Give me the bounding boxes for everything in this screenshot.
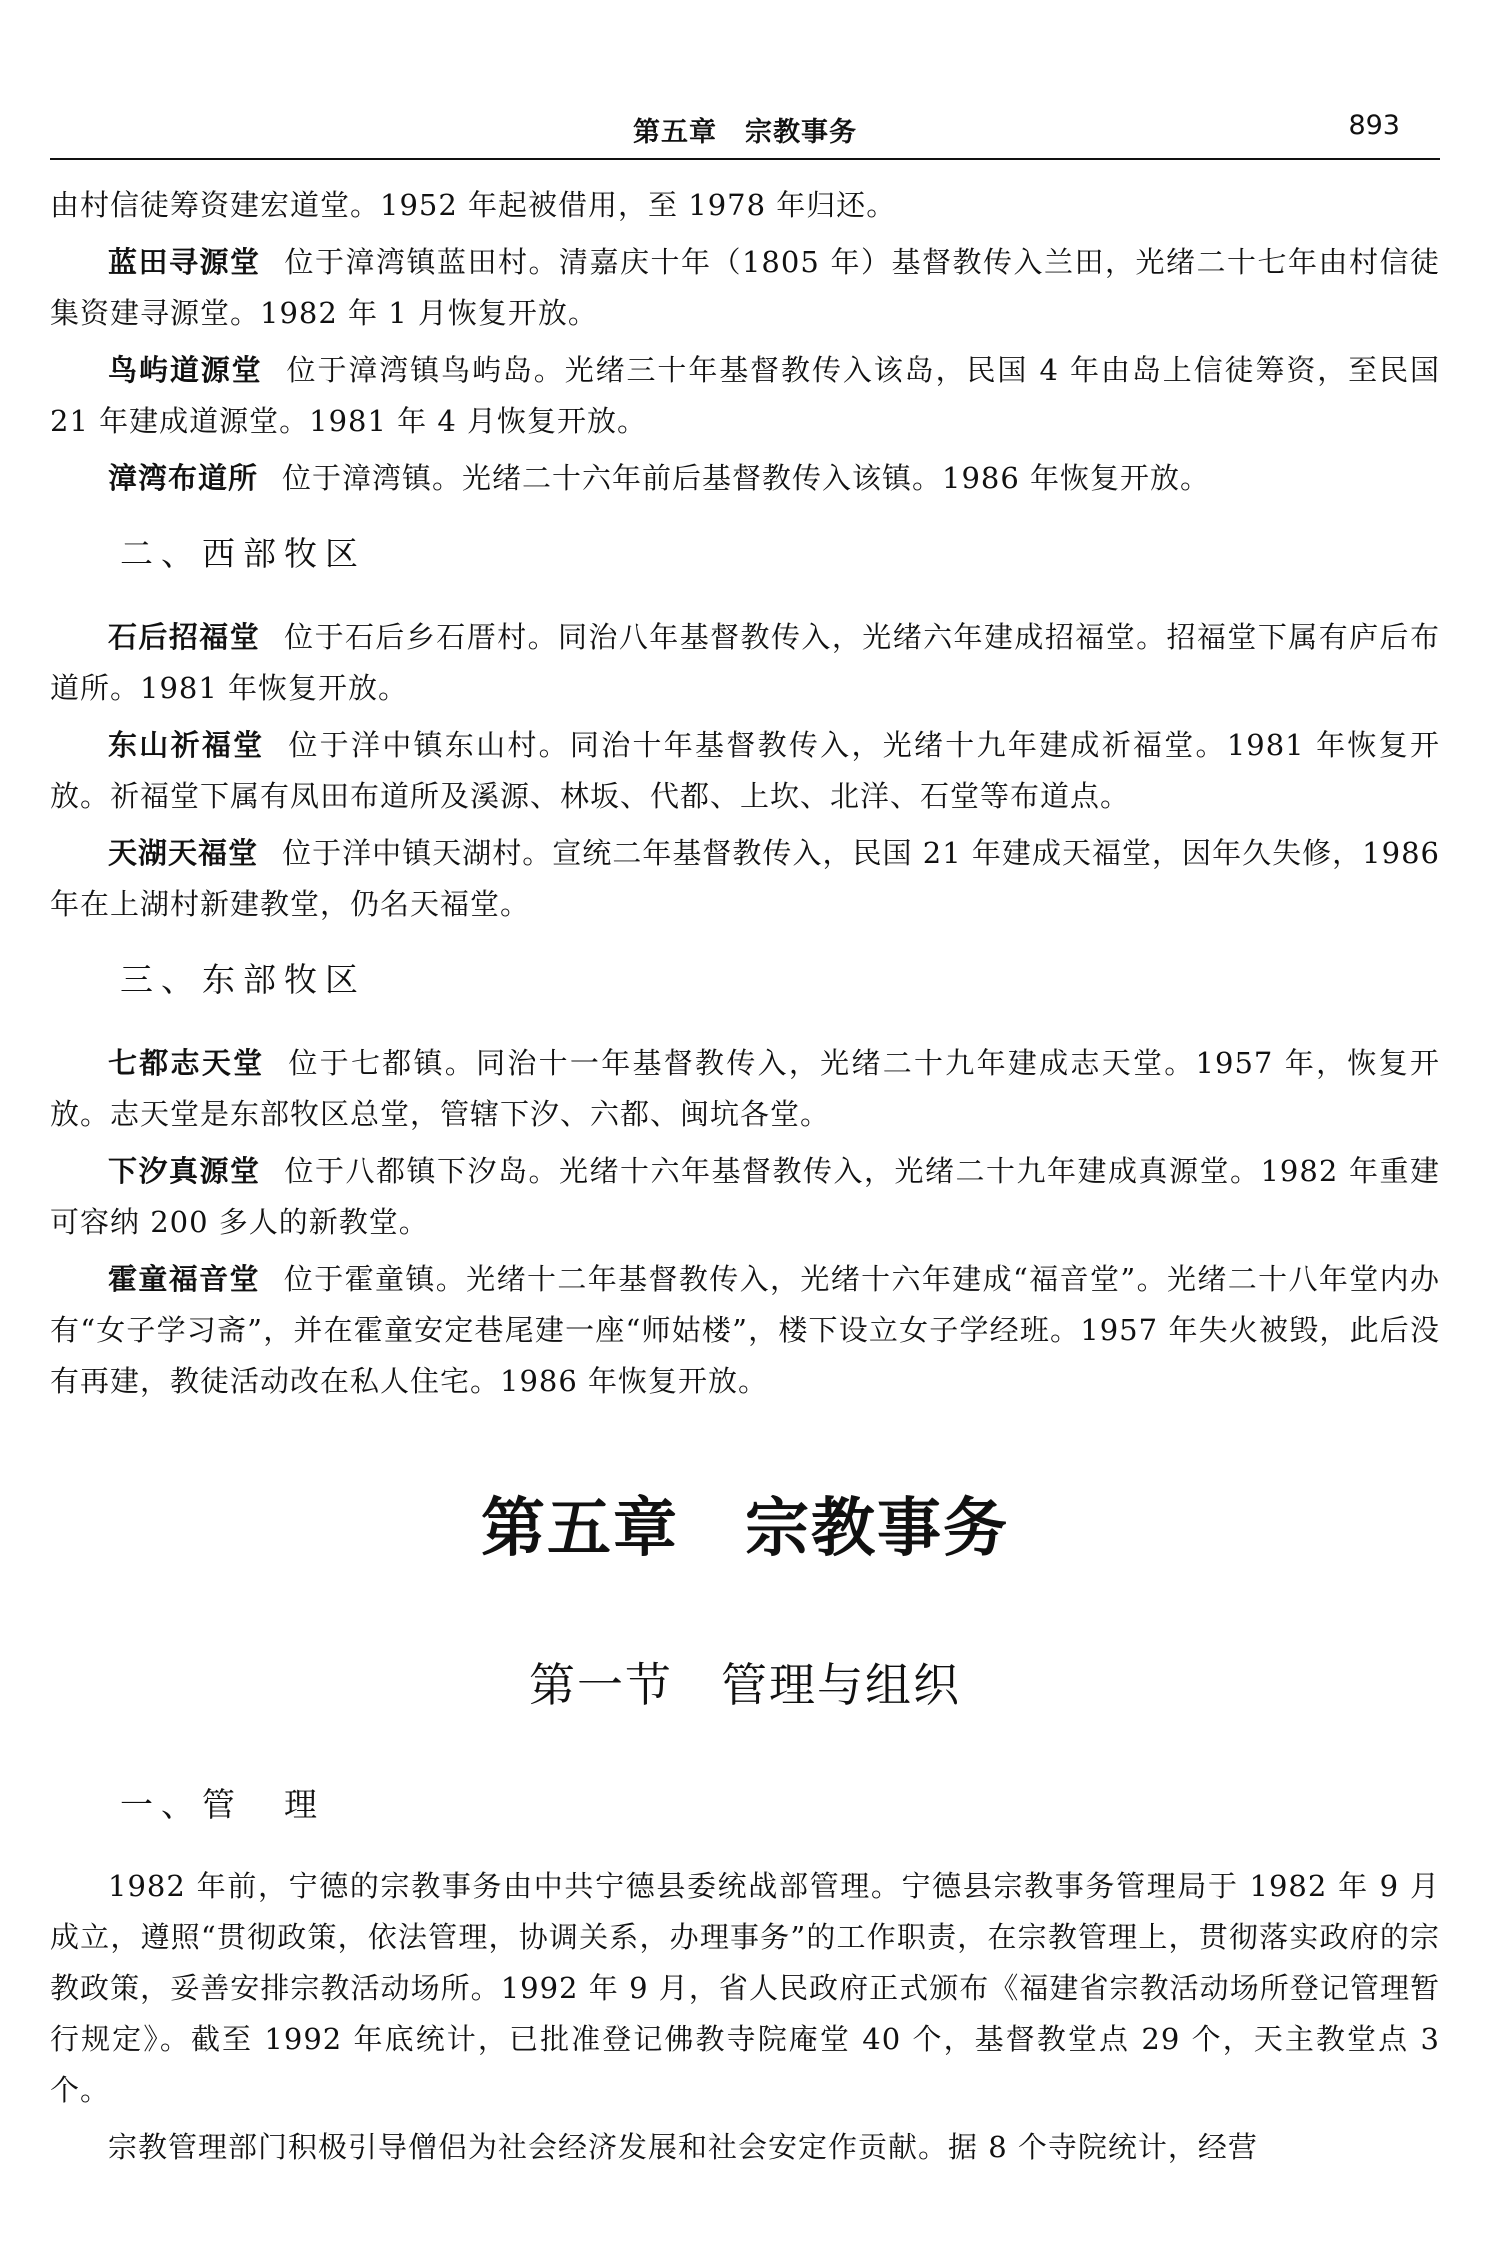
body-paragraph: 宗教管理部门积极引导僧侣为社会经济发展和社会安定作贡献。据 8 个寺院统计，经营 <box>108 2130 1258 2164</box>
subheading-eastern-pastoral-district: 三、东部牧区 <box>120 960 366 999</box>
chapter-title: 第五章 宗教事务 <box>481 1492 1009 1566</box>
page-number: 893 <box>1348 110 1400 141</box>
entry-paragraph <box>50 1146 1440 1248</box>
entry-title: 漳湾布道所 <box>108 461 259 495</box>
entry-title: 天湖天福堂 <box>108 836 259 870</box>
entry-title: 七都志天堂 <box>108 1046 265 1080</box>
entry-title: 霍童福音堂 <box>108 1262 260 1296</box>
entry-text: 位于七都镇。同治十一年基督教传入，光绪二十九年建成志天堂。1957 年，恢复开放。志天堂是东部牧区总堂，管辖下汐、六都、闽坑各堂。 <box>50 1046 1440 1131</box>
entry-text: 位于漳湾镇鸟屿岛。光绪三十年基督教传入该岛，民国 4 年由岛上信徒筹资，至民国 21 年建成道源堂。1981 年 4 月恢复开放。 <box>50 353 1440 438</box>
entry-title: 蓝田寻源堂 <box>108 245 261 279</box>
entry-paragraph <box>50 237 1440 339</box>
entry-paragraph <box>50 345 1440 447</box>
entry-text: 位于漳湾镇蓝田村。清嘉庆十年（1805 年）基督教传入兰田，光绪二十七年由村信徒集资建寻源堂。1982 年 1 月恢复开放。 <box>50 245 1440 330</box>
entry-paragraph <box>50 453 1440 504</box>
running-header-title: 第五章 宗教事务 <box>633 117 857 148</box>
entry-paragraph <box>50 828 1440 930</box>
entry-paragraph <box>50 1038 1440 1140</box>
entry-text: 位于洋中镇东山村。同治十年基督教传入，光绪十九年建成祈福堂。1981 年恢复开放。祈福堂下属有凤田布道所及溪源、林坂、代都、上坎、北洋、石堂等布道点。 <box>50 728 1440 813</box>
entry-text: 位于霍童镇。光绪十二年基督教传入，光绪十六年建成“福音堂”。光绪二十八年堂内办有“女子学习斋”，并在霍童安定巷尾建一座“师姑楼”，楼下设立女子学经班。1957 年失火被毁，此后没有再建，教徒活动改在私人住宅。1986 年恢复开放。 <box>50 1262 1440 1398</box>
entry-text: 位于洋中镇天湖村。宣统二年基督教传入，民国 21 年建成天福堂，因年久失修，1986 年在上湖村新建教堂，仍名天福堂。 <box>50 836 1440 921</box>
entry-title: 鸟屿道源堂 <box>108 353 263 387</box>
entry-paragraph <box>50 612 1440 714</box>
page-body <box>50 180 1440 2173</box>
entry-title: 下汐真源堂 <box>108 1154 261 1188</box>
subheading-management: 一、管 理 <box>120 1785 325 1824</box>
body-paragraph: 1982 年前，宁德的宗教事务由中共宁德县委统战部管理。宁德县宗教事务管理局于 1982 年 9 月成立，遵照“贯彻政策，依法管理，协调关系，办理事务”的工作职责，在宗教管理上，贯彻落实政府的宗教政策，妥善安排宗教活动场所。1992 年 9 月，省人民政府正式颁布《福建省宗教活动场所登记管理暂行规定》。截至 1992 年底统计，已批准登记佛教寺院庵堂 40 个，基督教堂点 29 个，天主教堂点 3 个。 <box>50 1869 1440 2107</box>
entry-text: 位于石后乡石厝村。同治八年基督教传入，光绪六年建成招福堂。招福堂下属有庐后布道所。1981 年恢复开放。 <box>50 620 1440 705</box>
entry-text: 位于漳湾镇。光绪二十六年前后基督教传入该镇。1986 年恢复开放。 <box>282 461 1211 495</box>
entry-paragraph <box>50 1254 1440 1407</box>
entry-paragraph <box>50 720 1440 822</box>
subheading-western-pastoral-district: 二、西部牧区 <box>120 534 366 573</box>
paragraph-continuation: 由村信徒筹资建宏道堂。1952 年起被借用，至 1978 年归还。 <box>50 188 897 222</box>
entry-title: 东山祈福堂 <box>108 728 265 762</box>
entry-title: 石后招福堂 <box>108 620 261 654</box>
section-title: 第一节 管理与组织 <box>529 1658 961 1712</box>
entry-text: 位于八都镇下汐岛。光绪十六年基督教传入，光绪二十九年建成真源堂。1982 年重建可容纳 200 多人的新教堂。 <box>50 1154 1440 1239</box>
running-header <box>50 100 1440 160</box>
